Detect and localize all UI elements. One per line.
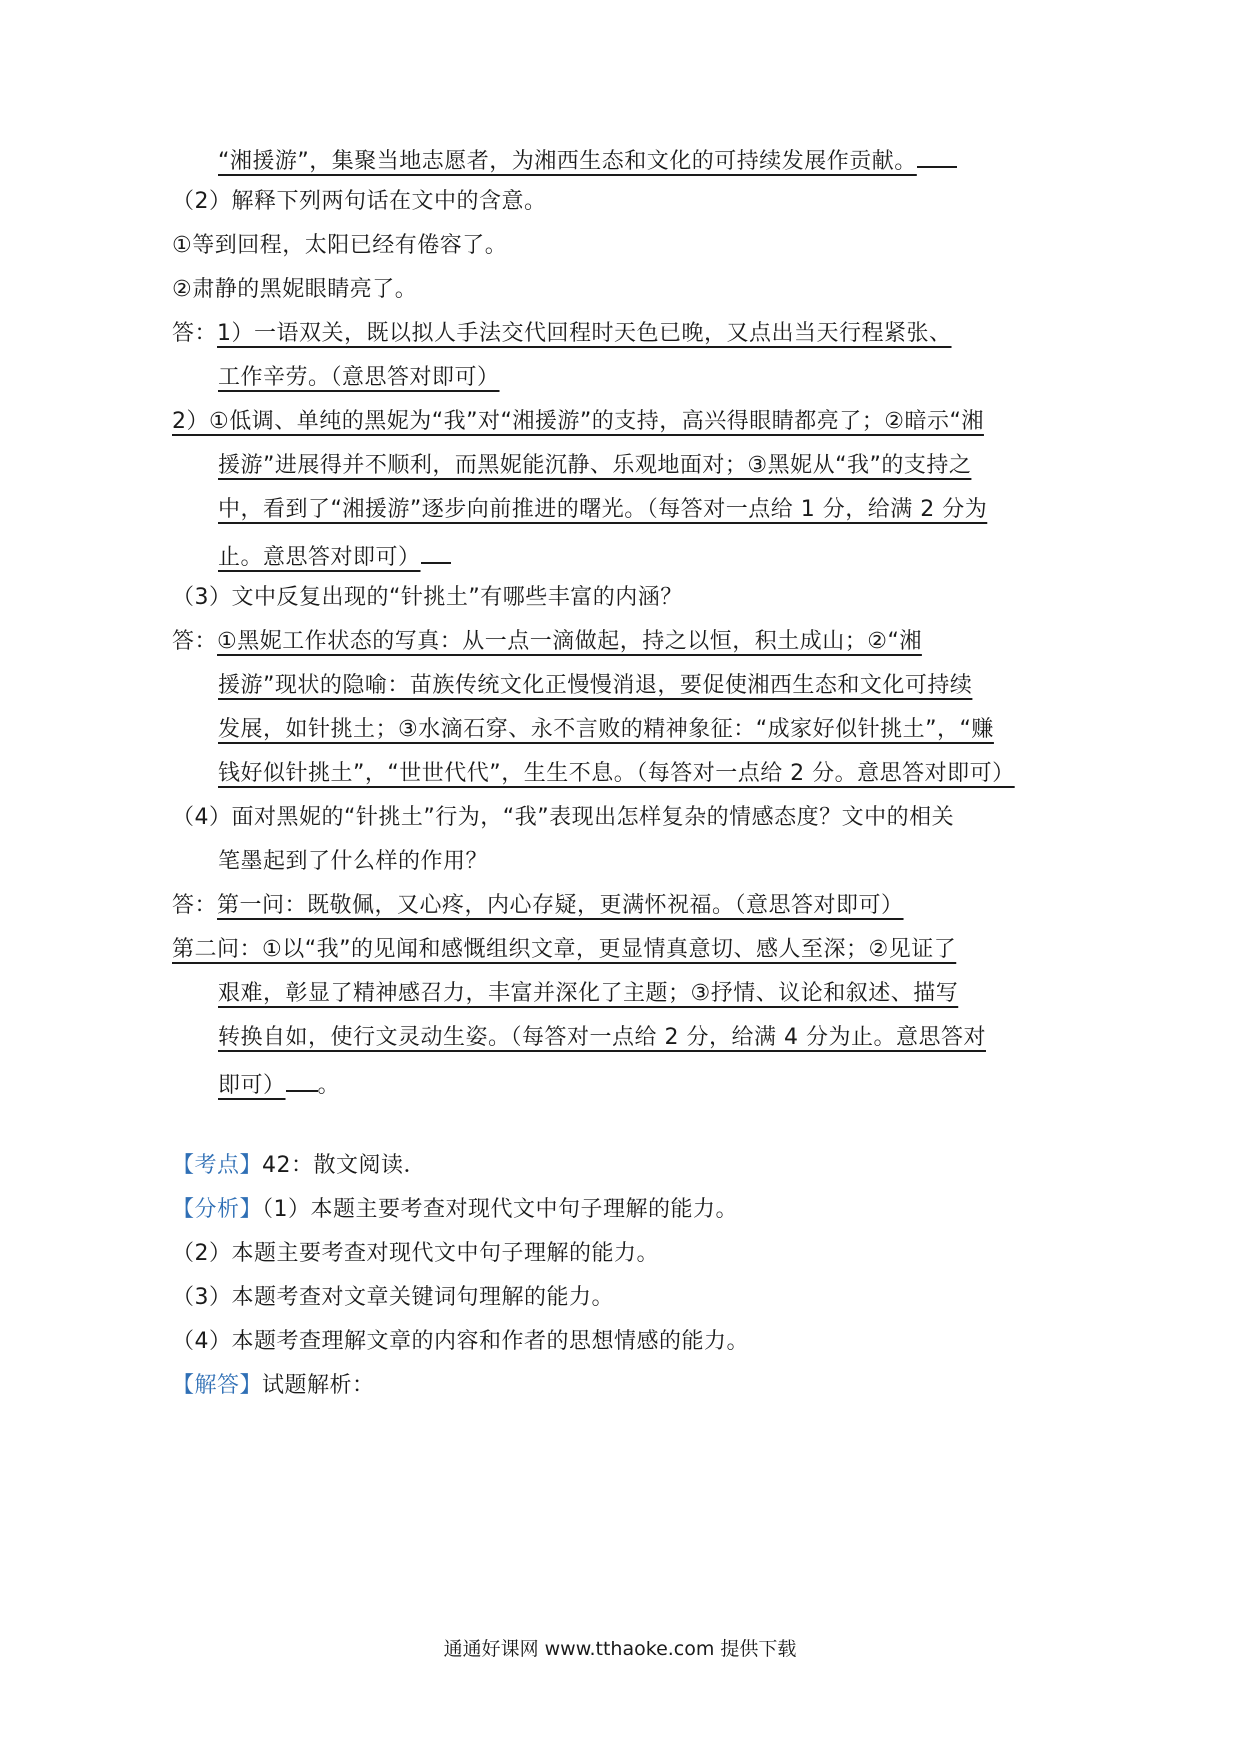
answer-2-line-6 — [218, 538, 451, 572]
answer-4-line-5 — [218, 1066, 340, 1100]
answer-4-line-2 — [172, 934, 956, 968]
fenxi-tag: 【分析】 — [172, 1197, 263, 1222]
sentence-2: ②肃静的黑妮眼睛亮了。 — [172, 277, 418, 302]
answer-text: 1）一语双关，既以拟人手法交代回程时天色已晚，又点出当天行程紧张、 — [217, 321, 952, 346]
answer-4-line-4 — [218, 1022, 986, 1056]
answer-text: 止。意思答对即可） — [218, 545, 421, 570]
answer-text: 艰难，彰显了精神感召力，丰富并深化了主题；③抒情、议论和叙述、描写 — [218, 981, 959, 1006]
answer-4-line-3 — [218, 978, 958, 1012]
fenxi-item: （3）本题考查对文章关键词句理解的能力。 — [172, 1285, 614, 1310]
kaodian-text: 42：散文阅读． — [262, 1153, 427, 1178]
answer-text: “湘援游”，集聚当地志愿者，为湘西生态和文化的可持续发展作贡献。 — [218, 149, 917, 174]
answer-text: 工作辛劳。（意思答对即可） — [218, 365, 500, 390]
answer-4-line-1 — [172, 890, 904, 924]
answer-2-line-3 — [172, 406, 984, 440]
answer-2-line-2 — [218, 362, 500, 396]
page-footer: 通通好课网 www.tthaoke.com 提供下载 — [443, 1638, 797, 1660]
jieda-text: 试题解析： — [262, 1373, 375, 1398]
answer-text: 转换自如，使行文灵动生姿。（每答对一点给 2 分，给满 4 分为止。意思答对 — [218, 1025, 986, 1050]
answer-blank — [917, 142, 957, 168]
answer-blank — [286, 1066, 318, 1092]
jieda-tag: 【解答】 — [172, 1373, 263, 1398]
question-3: （3）文中反复出现的“针挑土”有哪些丰富的内涵？ — [172, 585, 683, 610]
answer-text: 第二问：①以“我”的见闻和感慨组织文章，更显情真意切、感人至深；②见证了 — [172, 937, 957, 962]
answer-text: 第一问：既敬佩，又心疼，内心存疑，更满怀祝福。（意思答对即可） — [217, 893, 904, 918]
question-4-line-1: （4）面对黑妮的“针挑土”行为，“我”表现出怎样复杂的情感态度？文中的相关 — [172, 805, 955, 830]
fenxi-line — [172, 1194, 738, 1228]
answer-line-1 — [218, 142, 957, 176]
fenxi-item: （4）本题考查理解文章的内容和作者的思想情感的能力。 — [172, 1329, 749, 1354]
answer-label: 答： — [172, 629, 218, 654]
answer-blank — [421, 538, 451, 564]
answer-2-line-1 — [172, 318, 952, 352]
period: 。 — [317, 1073, 341, 1098]
answer-text: 发展，如针挑土；③水滴石穿、永不言败的精神象征：“成家好似针挑土”，“赚 — [218, 717, 994, 742]
question-2: （2）解释下列两句话在文中的含意。 — [172, 189, 547, 214]
answer-3-line-4 — [218, 758, 1015, 792]
answer-label: 答： — [172, 893, 218, 918]
fenxi-item: （2）本题主要考查对现代文中句子理解的能力。 — [172, 1241, 659, 1266]
answer-text: 钱好似针挑土”，“世世代代”，生生不息。（每答对一点给 2 分。意思答对即可） — [218, 761, 1015, 786]
answer-3-line-3 — [218, 714, 994, 748]
answer-2-line-5 — [218, 494, 987, 528]
answer-3-line-1 — [172, 626, 922, 660]
answer-3-line-2 — [218, 670, 972, 704]
jieda-line — [172, 1370, 375, 1404]
fenxi-text: （1）本题主要考查对现代文中句子理解的能力。 — [262, 1197, 739, 1222]
question-4-line-2: 笔墨起到了什么样的作用？ — [218, 849, 489, 874]
answer-text: 援游”现状的隐喻：苗族传统文化正慢慢消退，要促使湘西生态和文化可持续 — [218, 673, 973, 698]
answer-text: 即可） — [218, 1073, 286, 1098]
answer-text: 2）①低调、单纯的黑妮为“我”对“湘援游”的支持，高兴得眼睛都亮了；②暗示“湘 — [172, 409, 984, 434]
answer-label: 答： — [172, 321, 218, 346]
kaodian-tag: 【考点】 — [172, 1153, 263, 1178]
answer-text: 援游”进展得并不顺利，而黑妮能沉静、乐观地面对；③黑妮从“我”的支持之 — [218, 453, 972, 478]
answer-2-line-4 — [218, 450, 971, 484]
answer-text: ①黑妮工作状态的写真：从一点一滴做起，持之以恒，积土成山；②“湘 — [217, 629, 922, 654]
kaodian-line — [172, 1150, 426, 1184]
answer-text: 中，看到了“湘援游”逐步向前推进的曙光。（每答对一点给 1 分，给满 2 分为 — [218, 497, 988, 522]
sentence-1: ①等到回程，太阳已经有倦容了。 — [172, 233, 508, 258]
